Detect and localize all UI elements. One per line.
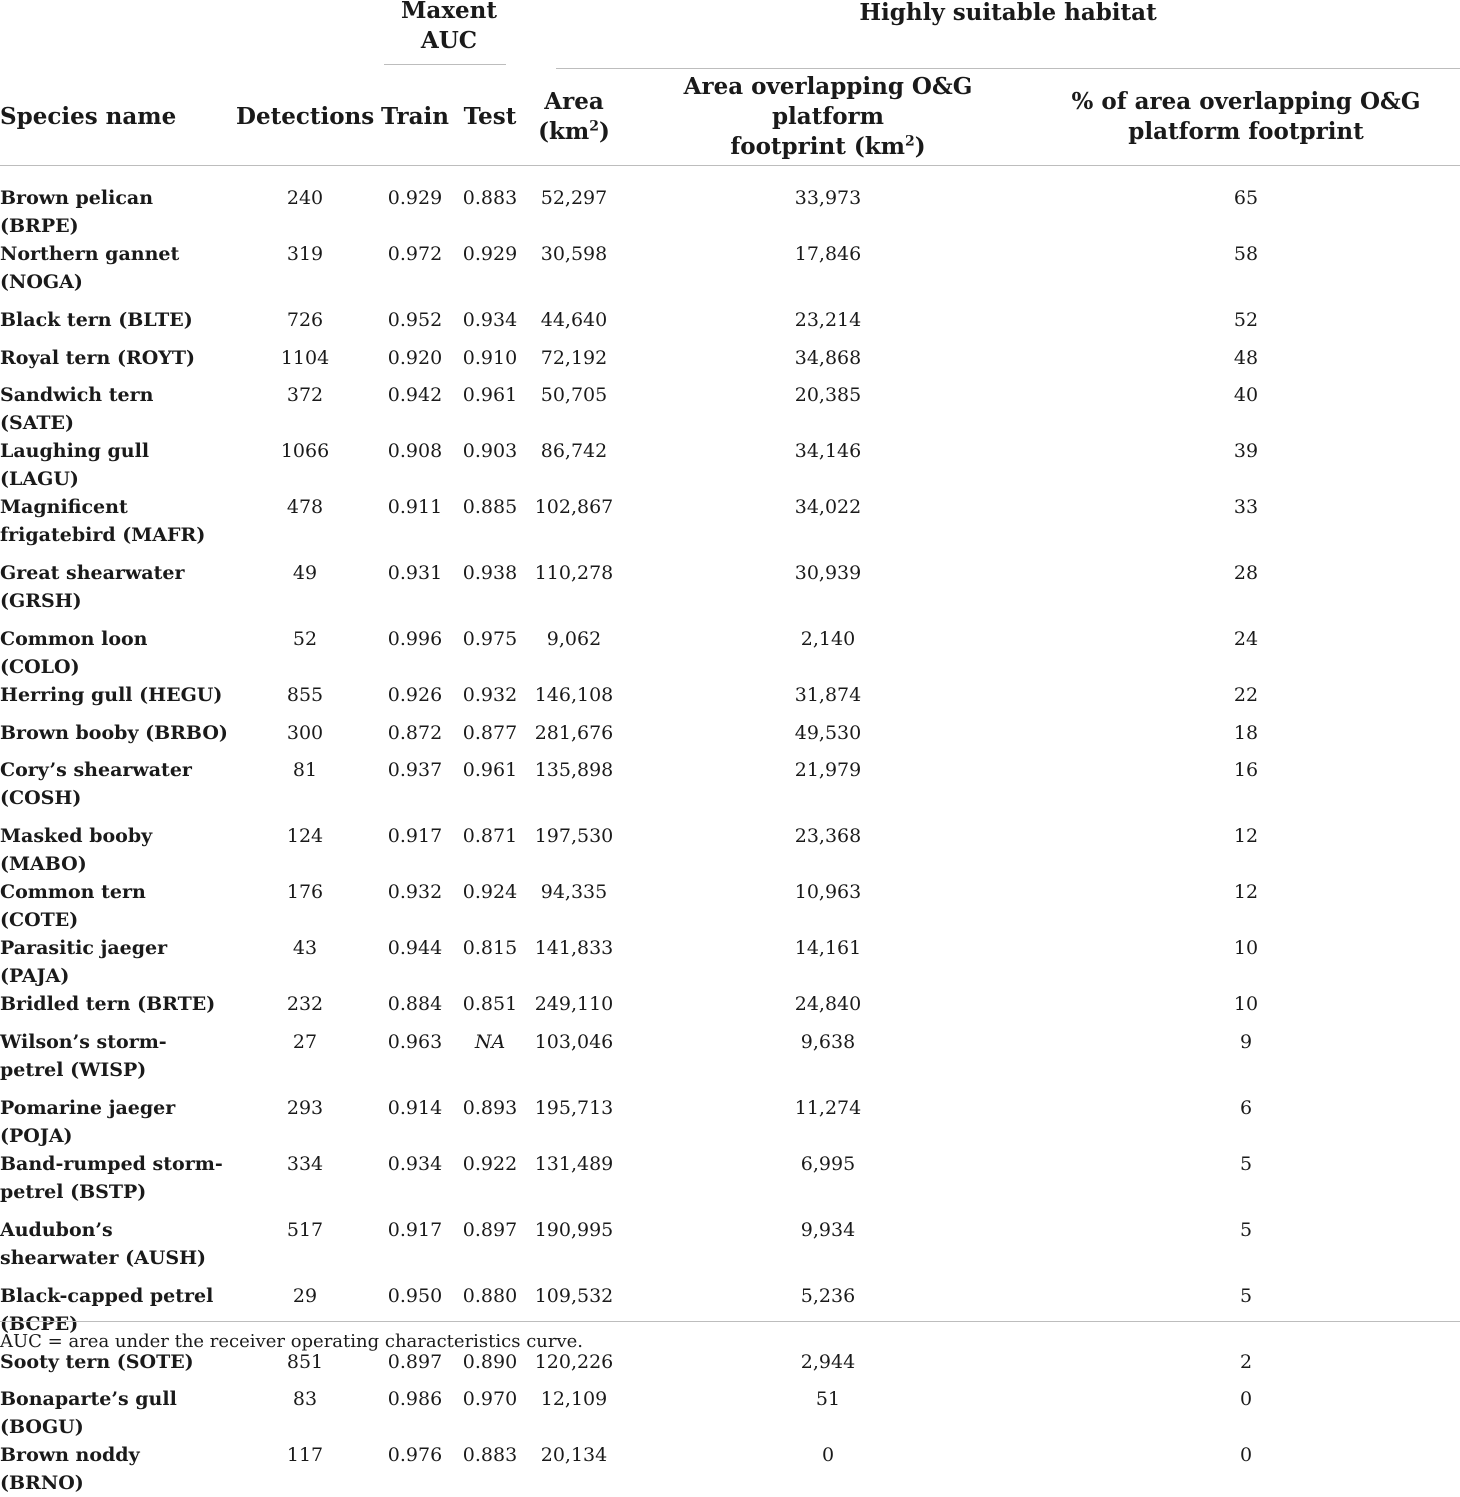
table-row [0, 822, 1460, 878]
auc-test-cell: 0.883 [456, 1441, 524, 1497]
auc-train-cell: 0.872 [374, 719, 456, 757]
detections-cell: 117 [236, 1441, 374, 1497]
detections-cell: 124 [236, 822, 374, 878]
species-name-cell: Sandwich tern (SATE) [0, 381, 236, 437]
auc-train-cell: 0.952 [374, 306, 456, 344]
overlap-area-cell: 0 [624, 1441, 1032, 1497]
area-cell: 50,705 [524, 381, 624, 437]
auc-train-cell: 0.931 [374, 559, 456, 625]
table-header [0, 0, 1460, 166]
auc-train-cell: 0.914 [374, 1094, 456, 1150]
auc-test-cell: 0.880 [456, 1282, 524, 1348]
overlap-percent-cell: 48 [1032, 344, 1460, 382]
species-name-cell: Herring gull (HEGU) [0, 681, 236, 719]
auc-test-cell: 0.897 [456, 1216, 524, 1282]
auc-train-cell: 0.929 [374, 166, 456, 241]
overlap-area-cell: 5,236 [624, 1282, 1032, 1348]
auc-test-cell: 0.893 [456, 1094, 524, 1150]
table-body [0, 166, 1460, 1497]
table-footnote: AUC = area under the receiver operating characteristics curve. [0, 1330, 583, 1354]
table-row [0, 625, 1460, 681]
overlap-area-cell: 51 [624, 1385, 1032, 1441]
overlap-percent-cell: 0 [1032, 1441, 1460, 1497]
auc-train-cell: 0.942 [374, 381, 456, 437]
overlap-area-cell: 2,140 [624, 625, 1032, 681]
table-row [0, 1028, 1460, 1094]
group-header-highly-suitable-habitat [524, 0, 1460, 69]
species-name-cell: Great shearwater (GRSH) [0, 559, 236, 625]
overlap-percent-cell: 10 [1032, 990, 1460, 1028]
auc-test-cell: 0.903 [456, 437, 524, 493]
table-row [0, 934, 1460, 990]
auc-test-cell: 0.938 [456, 559, 524, 625]
species-name-cell: Black-capped petrel (BCPE) [0, 1282, 236, 1348]
auc-train-cell: 0.976 [374, 1441, 456, 1497]
area-cell: 9,062 [524, 625, 624, 681]
area-cell: 30,598 [524, 240, 624, 306]
species-name-cell: Laughing gull (LAGU) [0, 437, 236, 493]
species-name-cell: Royal tern (ROYT) [0, 344, 236, 382]
overlap-percent-cell: 9 [1032, 1028, 1460, 1094]
table-row [0, 1150, 1460, 1216]
overlap-area-cell: 17,846 [624, 240, 1032, 306]
overlap-area-cell: 2,944 [624, 1348, 1032, 1386]
area-cell: 72,192 [524, 344, 624, 382]
detections-cell: 726 [236, 306, 374, 344]
auc-test-cell: 0.871 [456, 822, 524, 878]
species-name-cell: Common tern (COTE) [0, 878, 236, 934]
overlap-percent-cell: 12 [1032, 878, 1460, 934]
area-cell: 12,109 [524, 1385, 624, 1441]
detections-cell: 319 [236, 240, 374, 306]
table-row [0, 166, 1460, 241]
auc-test-cell: 0.885 [456, 493, 524, 559]
auc-test-cell: 0.961 [456, 756, 524, 822]
overlap-percent-cell: 58 [1032, 240, 1460, 306]
overlap-area-cell: 6,995 [624, 1150, 1032, 1216]
column-header-overlap-area: Area overlapping O&G platform footprint $(km^2)$ [624, 69, 1032, 166]
table-row [0, 990, 1460, 1028]
overlap-percent-cell: 33 [1032, 493, 1460, 559]
area-cell: 94,335 [524, 878, 624, 934]
detections-cell: 43 [236, 934, 374, 990]
overlap-percent-cell: 39 [1032, 437, 1460, 493]
detections-cell: 27 [236, 1028, 374, 1094]
species-name-cell: Band-rumped storm-petrel (BSTP) [0, 1150, 236, 1216]
species-name-cell: Bridled tern (BRTE) [0, 990, 236, 1028]
detections-cell: 29 [236, 1282, 374, 1348]
auc-test-cell: 0.934 [456, 306, 524, 344]
column-header-train: Train [374, 69, 456, 166]
overlap-percent-cell: 28 [1032, 559, 1460, 625]
species-name-cell: Common loon (COLO) [0, 625, 236, 681]
area-cell: 44,640 [524, 306, 624, 344]
overlap-percent-cell: 6 [1032, 1094, 1460, 1150]
species-name-cell: Magnificent frigatebird (MAFR) [0, 493, 236, 559]
detections-cell: 52 [236, 625, 374, 681]
area-cell: 249,110 [524, 990, 624, 1028]
table-row [0, 681, 1460, 719]
overlap-area-cell: 11,274 [624, 1094, 1032, 1150]
area-cell: 135,898 [524, 756, 624, 822]
detections-cell: 293 [236, 1094, 374, 1150]
overlap-percent-cell: 0 [1032, 1385, 1460, 1441]
overlap-area-cell: 20,385 [624, 381, 1032, 437]
auc-test-cell: 0.975 [456, 625, 524, 681]
species-name-cell: Brown noddy (BRNO) [0, 1441, 236, 1497]
area-cell: 102,867 [524, 493, 624, 559]
overlap-area-cell: 49,530 [624, 719, 1032, 757]
overlap-percent-cell: 5 [1032, 1150, 1460, 1216]
overlap-area-cell: 23,214 [624, 306, 1032, 344]
auc-train-cell: 0.937 [374, 756, 456, 822]
species-name-cell: Sooty tern (SOTE) [0, 1348, 236, 1386]
auc-train-cell: 0.920 [374, 344, 456, 382]
auc-test-cell: 0.883 [456, 166, 524, 241]
table-row [0, 1094, 1460, 1150]
detections-cell: 49 [236, 559, 374, 625]
species-name-cell: Brown pelican (BRPE) [0, 166, 236, 241]
column-header-area: Area $(km^2)$ [524, 69, 624, 166]
detections-cell: 517 [236, 1216, 374, 1282]
species-name-cell: Pomarine jaeger (POJA) [0, 1094, 236, 1150]
table-row [0, 306, 1460, 344]
overlap-percent-cell: 65 [1032, 166, 1460, 241]
overlap-area-cell: 10,963 [624, 878, 1032, 934]
overlap-percent-cell: 24 [1032, 625, 1460, 681]
detections-cell: 478 [236, 493, 374, 559]
species-name-cell: Masked booby (MABO) [0, 822, 236, 878]
table-row [0, 381, 1460, 437]
auc-train-cell: 0.908 [374, 437, 456, 493]
overlap-area-cell: 34,868 [624, 344, 1032, 382]
area-cell: 131,489 [524, 1150, 624, 1216]
overlap-area-cell: 9,934 [624, 1216, 1032, 1282]
detections-cell: 176 [236, 878, 374, 934]
area-cell: 190,995 [524, 1216, 624, 1282]
auc-test-cell: NA [456, 1028, 524, 1094]
detections-cell: 83 [236, 1385, 374, 1441]
auc-test-cell: 0.922 [456, 1150, 524, 1216]
area-cell: 20,134 [524, 1441, 624, 1497]
column-header-species: Species name [0, 69, 236, 166]
area-cell: 146,108 [524, 681, 624, 719]
detections-cell: 1104 [236, 344, 374, 382]
column-header-overlap-percent: % of area overlapping O&G platform footprint [1032, 69, 1460, 166]
species-name-cell: Northern gannet (NOGA) [0, 240, 236, 306]
overlap-area-cell: 9,638 [624, 1028, 1032, 1094]
detections-cell: 334 [236, 1150, 374, 1216]
table-row [0, 1441, 1460, 1497]
area-cell: 109,532 [524, 1282, 624, 1348]
detections-cell: 855 [236, 681, 374, 719]
column-header-test: Test [456, 69, 524, 166]
footnote-divider [0, 1321, 1460, 1322]
auc-train-cell: 0.986 [374, 1385, 456, 1441]
overlap-percent-cell: 5 [1032, 1282, 1460, 1348]
detections-cell: 232 [236, 990, 374, 1028]
species-name-cell: Bonaparte’s gull (BOGU) [0, 1385, 236, 1441]
area-cell: 86,742 [524, 437, 624, 493]
overlap-percent-cell: 18 [1032, 719, 1460, 757]
table-row [0, 1216, 1460, 1282]
auc-train-cell: 0.963 [374, 1028, 456, 1094]
overlap-area-cell: 33,973 [624, 166, 1032, 241]
auc-test-cell: 0.815 [456, 934, 524, 990]
area-cell: 281,676 [524, 719, 624, 757]
auc-train-cell: 0.934 [374, 1150, 456, 1216]
overlap-percent-cell: 2 [1032, 1348, 1460, 1386]
auc-train-cell: 0.926 [374, 681, 456, 719]
area-cell: 195,713 [524, 1094, 624, 1150]
overlap-area-cell: 34,022 [624, 493, 1032, 559]
species-name-cell: Brown booby (BRBO) [0, 719, 236, 757]
overlap-percent-cell: 22 [1032, 681, 1460, 719]
auc-train-cell: 0.917 [374, 1216, 456, 1282]
auc-train-cell: 0.996 [374, 625, 456, 681]
overlap-area-cell: 30,939 [624, 559, 1032, 625]
auc-train-cell: 0.932 [374, 878, 456, 934]
overlap-percent-cell: 10 [1032, 934, 1460, 990]
column-header-detections: Detections [236, 69, 374, 166]
overlap-percent-cell: 5 [1032, 1216, 1460, 1282]
group-header-maxent-auc [374, 0, 524, 69]
auc-test-cell: 0.970 [456, 1385, 524, 1441]
auc-train-cell: 0.897 [374, 1348, 456, 1386]
auc-test-cell: 0.851 [456, 990, 524, 1028]
auc-train-cell: 0.972 [374, 240, 456, 306]
table-row [0, 756, 1460, 822]
species-name-cell: Audubon’s shearwater (AUSH) [0, 1216, 236, 1282]
auc-test-cell: 0.961 [456, 381, 524, 437]
area-cell: 120,226 [524, 1348, 624, 1386]
detections-cell: 300 [236, 719, 374, 757]
table-row [0, 878, 1460, 934]
area-cell: 197,530 [524, 822, 624, 878]
table-row [0, 719, 1460, 757]
auc-test-cell: 0.924 [456, 878, 524, 934]
auc-test-cell: 0.877 [456, 719, 524, 757]
overlap-area-cell: 24,840 [624, 990, 1032, 1028]
auc-train-cell: 0.917 [374, 822, 456, 878]
species-name-cell: Parasitic jaeger (PAJA) [0, 934, 236, 990]
table-row [0, 240, 1460, 306]
area-cell: 141,833 [524, 934, 624, 990]
overlap-percent-cell: 16 [1032, 756, 1460, 822]
species-name-cell: Wilson’s storm-petrel (WISP) [0, 1028, 236, 1094]
overlap-percent-cell: 40 [1032, 381, 1460, 437]
table-row [0, 437, 1460, 493]
detections-cell: 1066 [236, 437, 374, 493]
auc-train-cell: 0.911 [374, 493, 456, 559]
table-row [0, 1385, 1460, 1441]
area-cell: 103,046 [524, 1028, 624, 1094]
auc-test-cell: 0.910 [456, 344, 524, 382]
species-name-cell: Black tern (BLTE) [0, 306, 236, 344]
species-name-cell: Cory’s shearwater (COSH) [0, 756, 236, 822]
auc-test-cell: 0.929 [456, 240, 524, 306]
detections-cell: 851 [236, 1348, 374, 1386]
group-header-maxent-auc-text: Maxent AUC [401, 0, 497, 54]
overlap-percent-cell: 52 [1032, 306, 1460, 344]
overlap-area-cell: 21,979 [624, 756, 1032, 822]
auc-train-cell: 0.884 [374, 990, 456, 1028]
table-row [0, 344, 1460, 382]
detections-cell: 240 [236, 166, 374, 241]
detections-cell: 81 [236, 756, 374, 822]
area-cell: 52,297 [524, 166, 624, 241]
overlap-area-cell: 23,368 [624, 822, 1032, 878]
overlap-area-cell: 34,146 [624, 437, 1032, 493]
auc-test-cell: 0.932 [456, 681, 524, 719]
auc-train-cell: 0.950 [374, 1282, 456, 1348]
detections-cell: 372 [236, 381, 374, 437]
auc-test-cell: 0.890 [456, 1348, 524, 1386]
area-cell: 110,278 [524, 559, 624, 625]
auc-train-cell: 0.944 [374, 934, 456, 990]
overlap-area-cell: 31,874 [624, 681, 1032, 719]
table-row [0, 493, 1460, 559]
table-row [0, 559, 1460, 625]
overlap-percent-cell: 12 [1032, 822, 1460, 878]
group-header-habitat-text: Highly suitable habitat [859, 0, 1156, 26]
overlap-area-cell: 14,161 [624, 934, 1032, 990]
